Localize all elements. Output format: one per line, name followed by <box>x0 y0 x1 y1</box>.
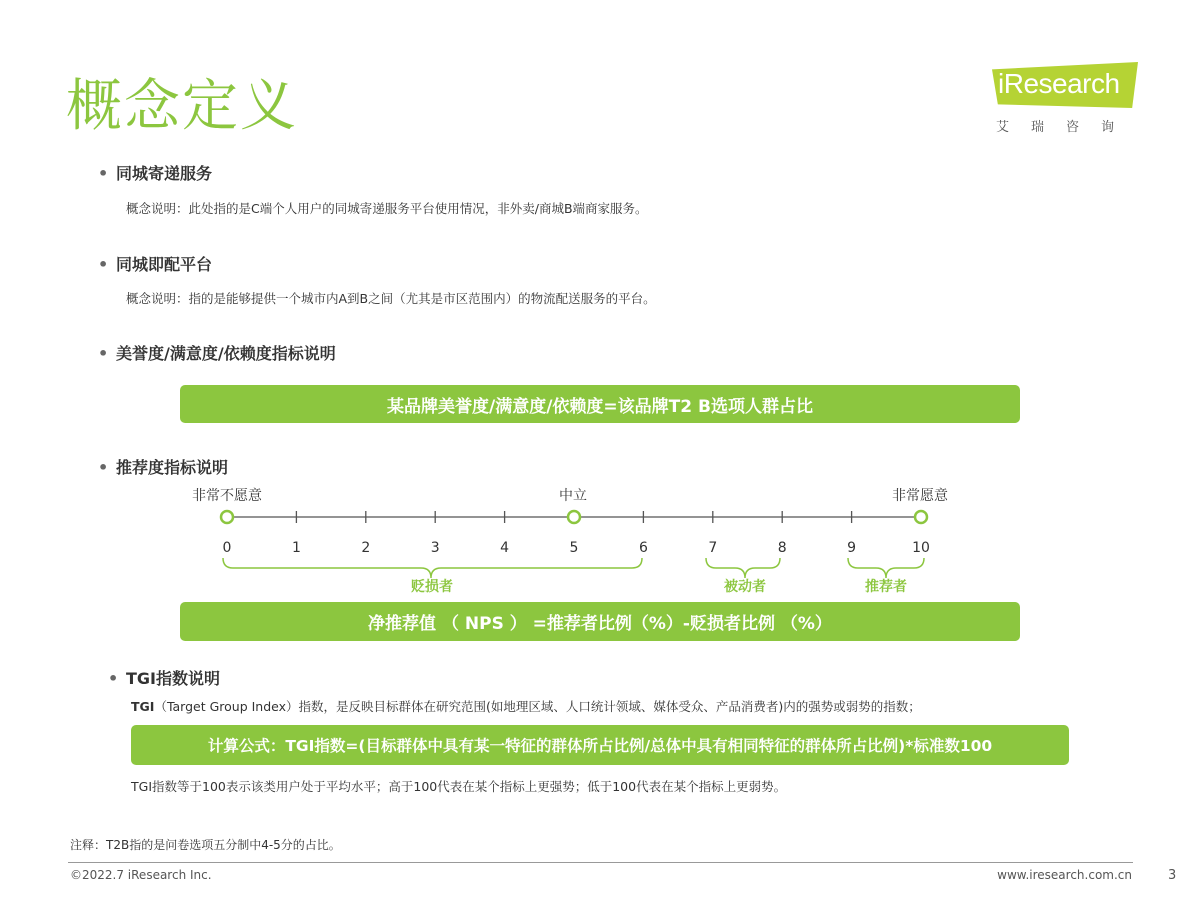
scale-tick-label-7: 7 <box>708 540 718 556</box>
group-detractors: 贬损者 <box>411 579 453 595</box>
copyright: ©2022.7 iResearch Inc. <box>70 868 212 882</box>
tgi-note: TGI指数等于100表示该类用户处于平均水平；高于100代表在某个指标上更强势；低于100代表在某个指标上更弱势。 <box>131 779 787 794</box>
page-title: 概念定义 <box>66 74 298 139</box>
section-heading-instant-delivery <box>98 252 212 275</box>
detractor-brace <box>223 558 642 578</box>
passive-brace <box>706 558 780 578</box>
heading-text: 推荐度指标说明 <box>116 458 229 477</box>
section-heading-same-city-delivery <box>98 161 212 184</box>
bullet-dot: • <box>98 344 109 363</box>
label-very-unwilling: 非常不愿意 <box>192 488 262 504</box>
scale-tick-label-10: 10 <box>912 540 930 556</box>
scale-tick-label-8: 8 <box>777 540 787 556</box>
heading-text: TGI指数说明 <box>126 669 221 688</box>
group-promoters: 推荐者 <box>865 579 907 595</box>
scale-marker-5 <box>568 511 580 523</box>
logo-cn: 艾瑞咨询 <box>996 120 1137 135</box>
scale-ticks <box>221 511 930 556</box>
bullet-dot: • <box>98 458 109 477</box>
iresearch-logo <box>990 62 1140 142</box>
section-desc-instant-delivery: 概念说明：指的是能够提供一个城市内A到B之间（尤其是市区范围内）的物流配送服务的平台。 <box>126 291 656 306</box>
footer-divider <box>68 862 1133 863</box>
formula-bar-nps: 净推荐值 （ NPS ） =推荐者比例（%）-贬损者比例 （%） <box>180 602 1020 641</box>
logo-brand: iResearch <box>998 68 1120 99</box>
footnote: 注释：T2B指的是问卷选项五分制中4-5分的占比。 <box>70 838 341 852</box>
label-very-willing: 非常愿意 <box>892 488 948 504</box>
bullet-dot: • <box>108 669 119 688</box>
section-desc-same-city-delivery: 概念说明：此处指的是C端个人用户的同城寄递服务平台使用情况，非外卖/商城B端商家服务。 <box>126 201 648 216</box>
heading-text: 同城即配平台 <box>116 255 213 274</box>
scale-tick-label-6: 6 <box>638 540 648 556</box>
scale-tick-label-4: 4 <box>500 540 510 556</box>
scale-tick-label-0: 0 <box>222 540 232 556</box>
scale-tick-label-1: 1 <box>291 540 301 556</box>
tgi-term: TGI <box>131 699 155 714</box>
scale-tick-label-3: 3 <box>430 540 440 556</box>
bullet-dot: • <box>98 255 109 274</box>
scale-tick-label-2: 2 <box>361 540 371 556</box>
group-passives: 被动者 <box>724 579 766 595</box>
section-heading-tgi <box>108 666 220 689</box>
formula-bar-reputation: 某品牌美誉度/满意度/依赖度=该品牌T2 B选项人群占比 <box>180 385 1020 423</box>
bullet-dot: • <box>98 164 109 183</box>
tgi-description <box>131 697 921 715</box>
promoter-brace <box>848 558 924 578</box>
scale-tick-label-9: 9 <box>847 540 857 556</box>
formula-bar-tgi: 计算公式：TGI指数=(目标群体中具有某一特征的群体所占比例/总体中具有相同特征的群体所占比例)*标准数100 <box>131 725 1069 765</box>
scale-marker-0 <box>221 511 233 523</box>
label-neutral: 中立 <box>559 488 587 504</box>
scale-tick-label-5: 5 <box>569 540 579 556</box>
section-heading-reputation-index <box>98 341 336 364</box>
heading-text: 美誉度/满意度/依赖度指标说明 <box>116 344 336 363</box>
page-number: 3 <box>1168 868 1177 883</box>
website-link[interactable]: www.iresearch.com.cn <box>997 868 1132 882</box>
section-heading-nps <box>98 455 228 478</box>
tgi-description-text: （Target Group Index）指数，是反映目标群体在研究范围(如地理区域、人口统计领域、媒体受众、产品消费者)内的强势或弱势的指数； <box>154 699 921 714</box>
heading-text: 同城寄递服务 <box>116 164 213 183</box>
scale-marker-10 <box>915 511 927 523</box>
